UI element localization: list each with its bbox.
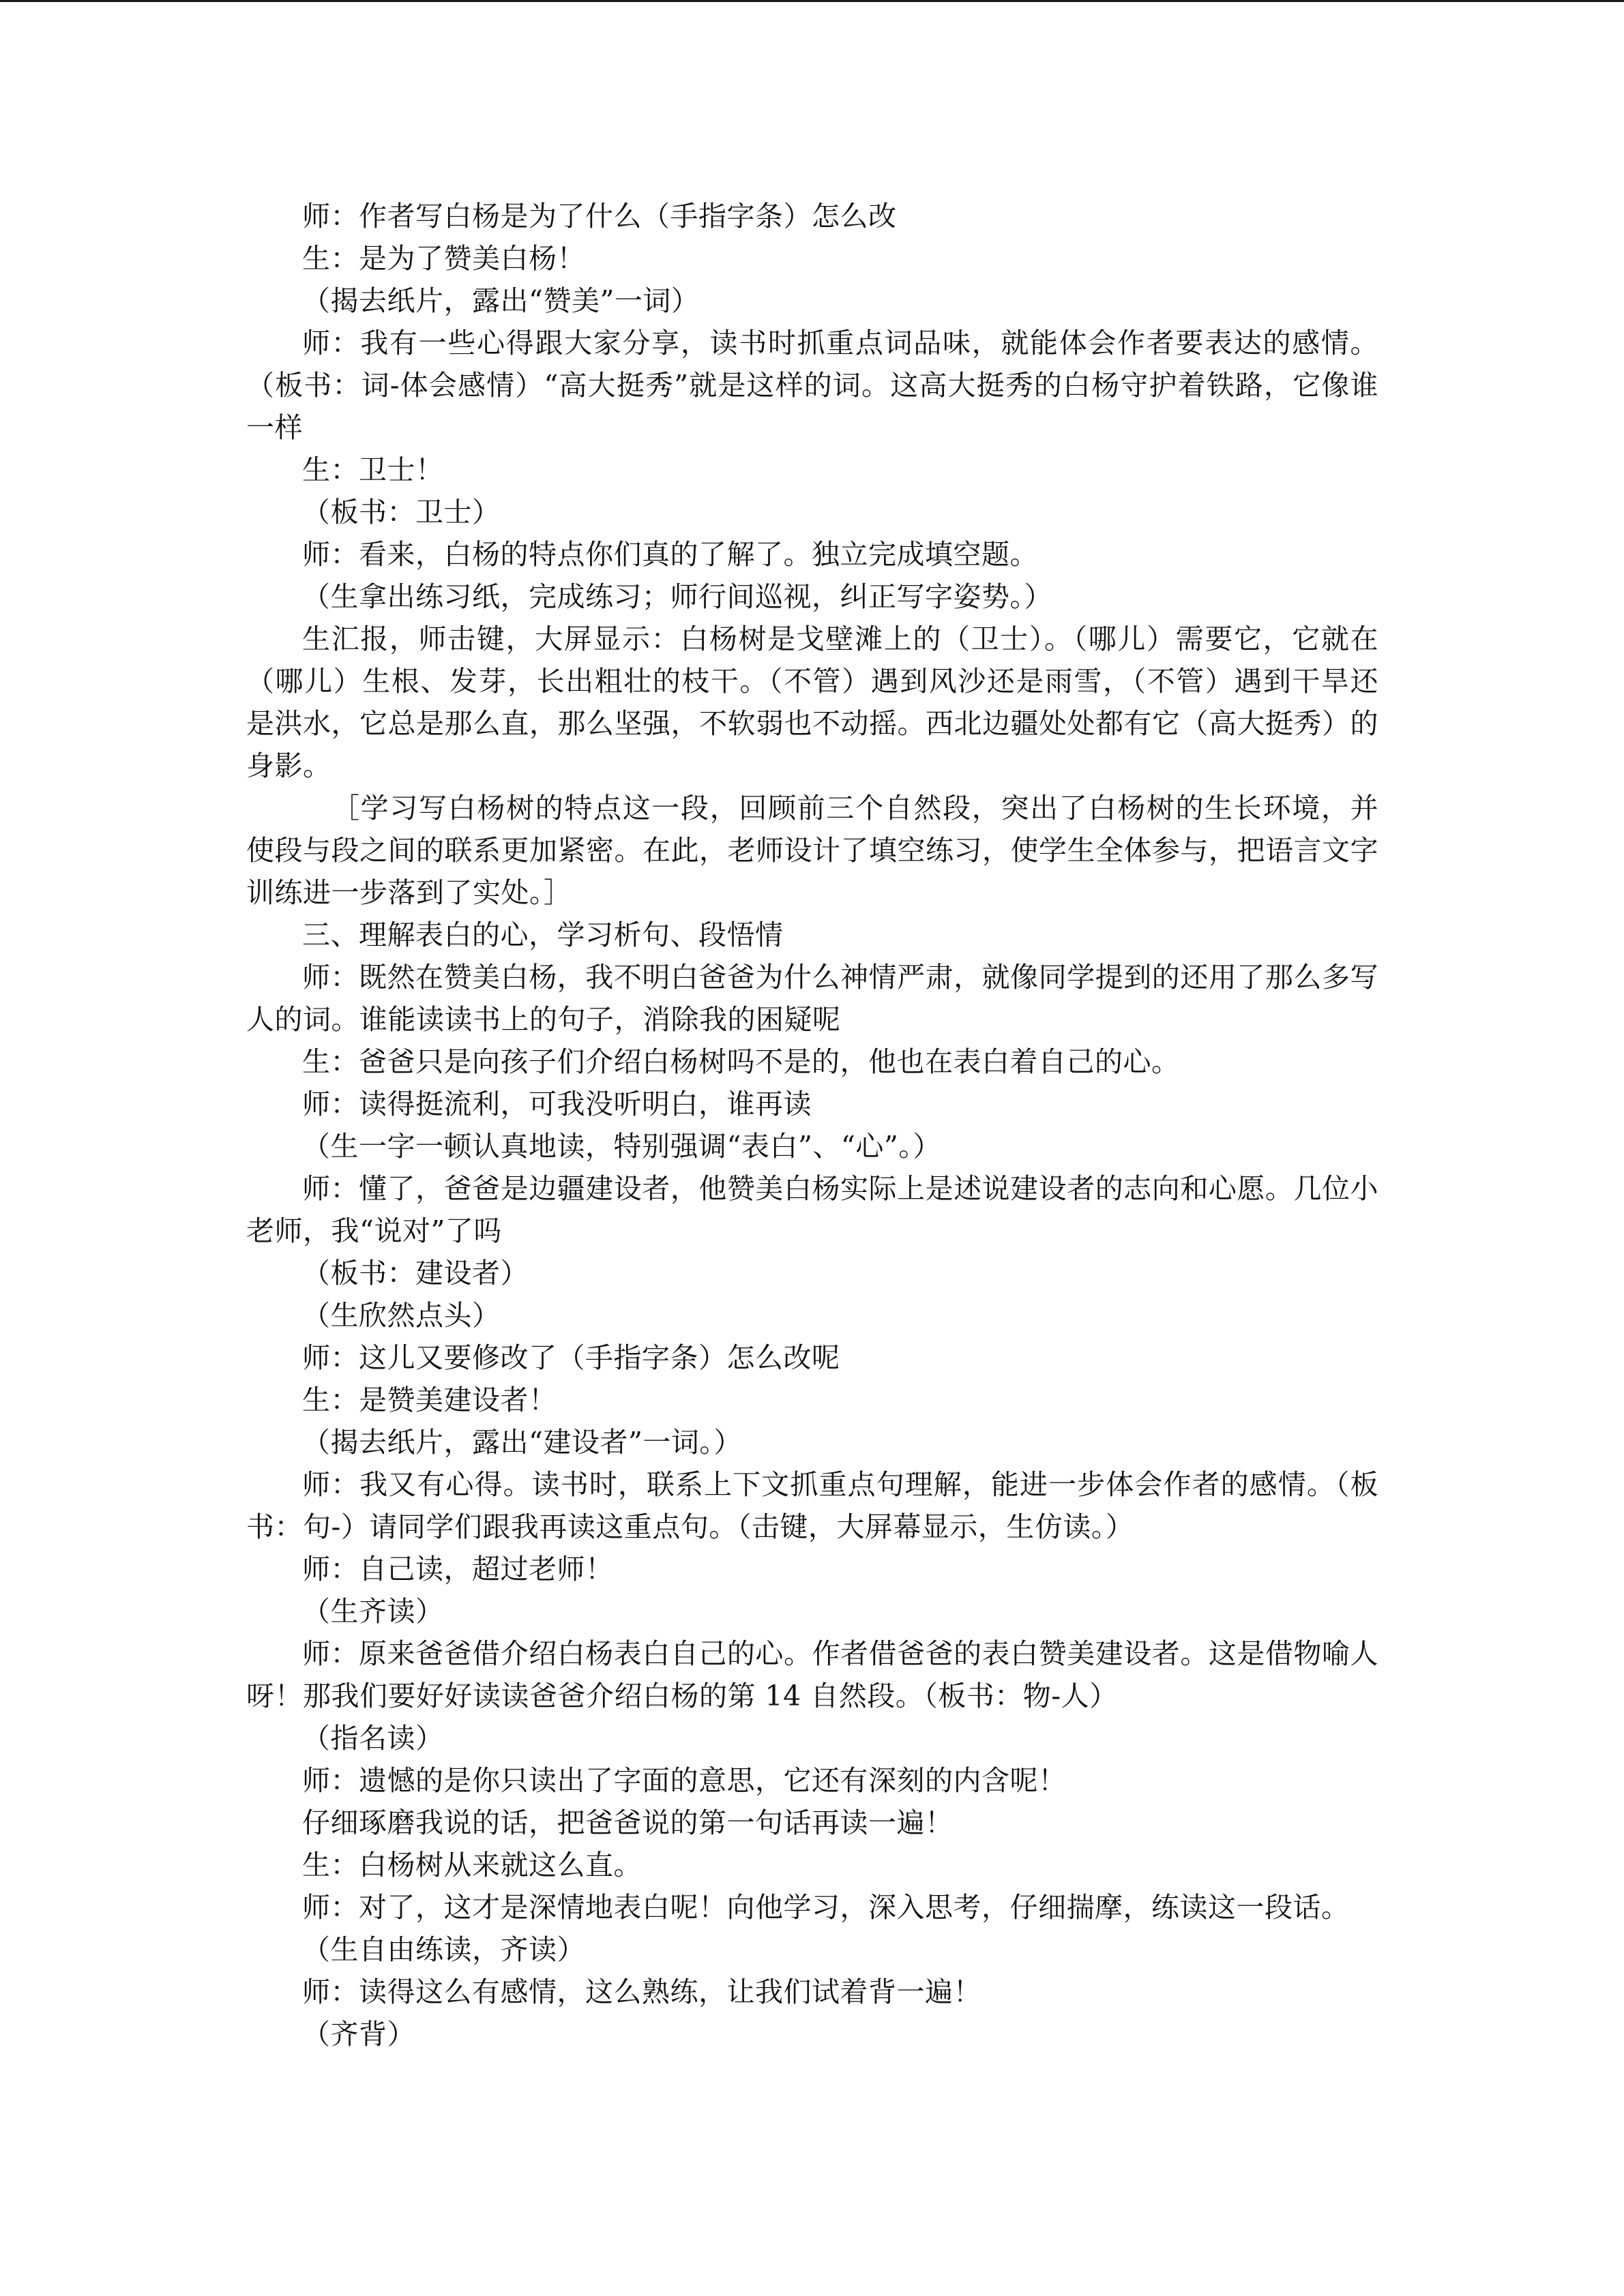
paragraph: （生齐读） — [302, 1595, 444, 1628]
page-top-border — [0, 0, 1624, 2]
paragraph: （指名读） — [302, 1722, 444, 1755]
commentary-paragraph: ［学习写白杨树的特点这一段，回顾前三个自然段，突出了白杨树的生长环境，并使段与段之间的联系更加紧密。在此，老师设计了填空练习，使学生全体参与，把语言文字训练进一步落到了实处。］ — [246, 792, 1378, 909]
paragraph: 师：读得挺流利，可我没听明白，谁再读 — [302, 1088, 812, 1120]
document-body — [246, 195, 1378, 2055]
paragraph: （生拿出练习纸，完成练习；师行间巡视，纠正写字姿势。） — [302, 580, 1052, 613]
paragraph: （生自由练读，齐读） — [302, 1933, 585, 1966]
paragraph: 师：既然在赞美白杨，我不明白爸爸为什么神情严肃，就像同学提到的还用了那么多写人的词。谁能读读书上的句子，消除我的困疑呢 — [246, 961, 1378, 1036]
paragraph: 生：卫士！ — [302, 453, 444, 486]
paragraph: （生一字一顿认真地读，特别强调“表白”、“心”。） — [302, 1130, 941, 1163]
paragraph: 师：这儿又要修改了（手指字条）怎么改呢 — [302, 1341, 840, 1374]
paragraph: 师：遗憾的是你只读出了字面的意思，它还有深刻的内含呢！ — [302, 1764, 1067, 1797]
paragraph: （齐背） — [302, 2018, 415, 2051]
paragraph: 师：懂了，爸爸是边疆建设者，他赞美白杨实际上是述说建设者的志向和心愿。几位小老师，我“说对”了吗 — [246, 1172, 1378, 1247]
paragraph: 仔细琢磨我说的话，把爸爸说的第一句话再读一遍！ — [302, 1806, 954, 1839]
paragraph: （揭去纸片，露出“赞美”一词） — [302, 284, 700, 317]
paragraph: 师：看来，白杨的特点你们真的了解了。独立完成填空题。 — [302, 538, 1038, 571]
paragraph: 师：我有一些心得跟大家分享，读书时抓重点词品味，就能体会作者要表达的感情。（板书：词-体会感情）“高大挺秀”就是这样的词。这高大挺秀的白杨守护着铁路，它像谁一样 — [246, 327, 1378, 444]
paragraph: 师：自己读，超过老师！ — [302, 1553, 614, 1585]
paragraph: 师：作者写白杨是为了什么（手指字条）怎么改 — [302, 200, 897, 233]
paragraph: 师：原来爸爸借介绍白杨表白自己的心。作者借爸爸的表白赞美建设者。这是借物喻人呀！那我们要好好读读爸爸介绍白杨的第 14 自然段。（板书：物-人） — [246, 1637, 1378, 1712]
paragraph: 生：是赞美建设者！ — [302, 1384, 557, 1416]
paragraph: （生欣然点头） — [302, 1299, 501, 1332]
paragraph: 师：对了，这才是深情地表白呢！向他学习，深入思考，仔细揣摩，练读这一段话。 — [302, 1891, 1350, 1924]
paragraph: （板书：卫士） — [302, 496, 501, 528]
paragraph: 生：白杨树从来就这么直。 — [302, 1849, 642, 1881]
paragraph: 生汇报，师击键，大屏显示：白杨树是戈壁滩上的（卫士）。（哪儿）需要它，它就在（哪儿）生根、发芽，长出粗壮的枝干。（不管）遇到风沙还是雨雪，（不管）遇到干旱还是洪水，它总是那么直，那么坚强，不软弱也不动摇。西北边疆处处都有它（高大挺秀）的身影。 — [246, 623, 1378, 782]
paragraph: 生：爸爸只是向孩子们介绍白杨树吗不是的，他也在表白着自己的心。 — [302, 1045, 1180, 1078]
section-heading: 三、理解表白的心，学习析句、段悟情 — [302, 919, 784, 951]
paragraph: （揭去纸片，露出“建设者”一词。） — [302, 1426, 742, 1459]
paragraph: （板书：建设者） — [302, 1257, 529, 1289]
paragraph: 生：是为了赞美白杨！ — [302, 242, 585, 275]
paragraph: 师：我又有心得。读书时，联系上下文抓重点句理解，能进一步体会作者的感情。（板书：句-）请同学们跟我再读这重点句。（击键，大屏幕显示，生仿读。） — [246, 1468, 1378, 1543]
paragraph: 师：读得这么有感情，这么熟练，让我们试着背一遍！ — [302, 1976, 981, 2008]
